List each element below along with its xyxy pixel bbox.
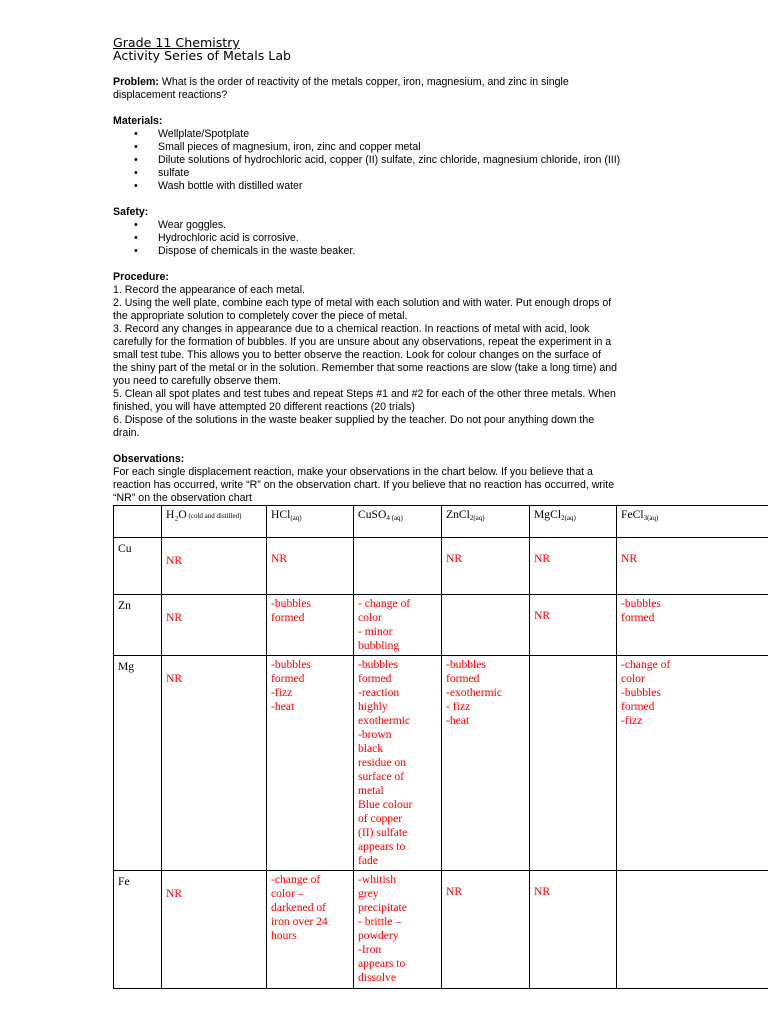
observations-line: reaction has occurred, write “R” on the observation chart. If you believe that no reaction has occurred, write — [113, 479, 615, 491]
cell-cu-cuso4 — [354, 538, 442, 595]
cell-fe-fecl3 — [617, 871, 768, 989]
cell-zn-hcl: -bubbles formed — [267, 595, 354, 656]
header-cuso4: CuSO$_{4 (aq)}$ — [354, 506, 442, 538]
cell-mg-h2o: NR — [162, 656, 267, 871]
table-header-row — [114, 506, 768, 538]
row-metal-mg: Mg — [114, 656, 162, 871]
list-item: • Small pieces of magnesium, iron, zinc and copper metal — [113, 141, 643, 154]
header-h2o: H₂O (cold and distilled) — [162, 506, 267, 538]
observations-line: “NR” on the observation chart — [113, 492, 252, 504]
procedure-line: 6. Dispose of the solutions in the waste beaker supplied by the teacher. Do not pour anything down the — [113, 414, 595, 426]
procedure-line: 1. Record the appearance of each metal. — [113, 284, 305, 296]
table-row — [114, 538, 768, 595]
procedure-line: 2. Using the well plate, combine each type of metal with each solution and with water. Put enough drops of — [113, 297, 612, 309]
cell-zn-h2o: NR — [162, 595, 267, 656]
observations-section — [113, 453, 643, 505]
problem-text: What is the order of reactivity of the metals copper, iron, magnesium, and zinc in single — [158, 76, 569, 88]
procedure-section — [113, 271, 643, 440]
procedure-line: finished, you will have attempted 20 different reactions (20 trials) — [113, 401, 415, 413]
document-subtitle: Activity Series of Metals Lab — [113, 48, 292, 63]
procedure-line: carefully for the formation of bubbles. If you are unsure about any observations, repeat the experiment in a — [113, 336, 612, 348]
list-item: • Dispose of chemicals in the waste beaker. — [113, 245, 643, 258]
procedure-line: the appropriate solution to completely cover the piece of metal. — [113, 310, 408, 322]
cell-fe-cuso4: -whitish grey precipitate - brittle – powdery -Iron appears to dissolve — [354, 871, 442, 989]
cell-fe-mgcl2: NR — [530, 871, 617, 989]
cell-cu-mgcl2: NR — [530, 538, 617, 595]
header-mgcl2: MgCl$_{2(aq)}$ — [530, 506, 617, 538]
table-row — [114, 656, 768, 871]
document-page — [113, 36, 643, 505]
cell-zn-fecl3: -bubbles formed — [617, 595, 768, 656]
problem-section — [113, 76, 643, 102]
observation-chart — [113, 505, 768, 989]
list-item: • Hydrochloric acid is corrosive. — [113, 232, 643, 245]
problem-label: Problem: — [113, 76, 159, 88]
problem-text-cont: displacement reactions? — [113, 89, 228, 101]
row-metal-fe: Fe — [114, 871, 162, 989]
procedure-line: 5. Clean all spot plates and test tubes and repeat Steps #1 and #2 for each of the other three metals. When — [113, 388, 616, 400]
table-row — [114, 595, 768, 656]
materials-label: Materials: — [113, 115, 163, 127]
procedure-label: Procedure: — [113, 271, 169, 283]
procedure-line: the shiny part of the metal or in the solution. Remember that some reactions are slow (take a long time) and — [113, 362, 618, 374]
list-item: • Wash bottle with distilled water — [113, 180, 643, 193]
row-metal-cu: Cu — [114, 538, 162, 595]
header-zncl2: ZnCl$_{2(aq)}$ — [442, 506, 530, 538]
list-item: • Dilute solutions of hydrochloric acid, copper (II) sulfate, zinc chloride, magnesium chloride, iron (III) — [113, 154, 643, 167]
cell-cu-hcl: NR — [267, 538, 354, 595]
header-hcl: HCl$_{(aq)}$ — [267, 506, 354, 538]
procedure-line: drain. — [113, 427, 140, 439]
cell-fe-hcl: -change of color – darkened of iron over 24 hours — [267, 871, 354, 989]
cell-cu-fecl3: NR — [617, 538, 768, 595]
cell-mg-zncl2: -bubbles formed -exothermic - fizz -heat — [442, 656, 530, 871]
row-metal-zn: Zn — [114, 595, 162, 656]
cell-mg-cuso4: -bubbles formed -reaction highly exothermic -brown black residue on surface of metal Blue colour of copper (II) sulfate appears to fade — [354, 656, 442, 871]
table-row — [114, 871, 768, 989]
safety-list — [113, 219, 643, 258]
observations-line: For each single displacement reaction, make your observations in the chart below. If you believe that a — [113, 466, 593, 478]
header-fecl3: FeCl$_{3(aq)}$ — [617, 506, 768, 538]
cell-mg-fecl3: -change of color -bubbles formed -fizz — [617, 656, 768, 871]
procedure-line: 3. Record any changes in appearance due to a chemical reaction. In reactions of metal with acid, look — [113, 323, 590, 335]
materials-section — [113, 115, 643, 193]
cell-cu-h2o: NR — [162, 538, 267, 595]
list-item-continuation — [113, 167, 643, 180]
safety-label: Safety: — [113, 206, 149, 218]
document-title: Grade 11 Chemistry — [113, 35, 240, 50]
cell-mg-mgcl2 — [530, 656, 617, 871]
cell-fe-zncl2: NR — [442, 871, 530, 989]
cell-cu-zncl2: NR — [442, 538, 530, 595]
procedure-line: you need to carefully observe them. — [113, 375, 281, 387]
cell-zn-zncl2 — [442, 595, 530, 656]
materials-list — [113, 128, 643, 193]
cell-zn-cuso4: - change of color - minor bubbling — [354, 595, 442, 656]
table-corner-cell — [114, 506, 162, 538]
safety-section — [113, 206, 643, 258]
list-item-cont-text: sulfate — [158, 167, 190, 179]
list-item: • Wear goggles. — [113, 219, 643, 232]
cell-mg-hcl: -bubbles formed -fizz -heat — [267, 656, 354, 871]
cell-fe-h2o: NR — [162, 871, 267, 989]
procedure-line: small test tube. This allows you to better observe the reaction. Look for colour changes on the surface of — [113, 349, 601, 361]
observations-label: Observations: — [113, 453, 185, 465]
cell-zn-mgcl2: NR — [530, 595, 617, 656]
list-item: • Wellplate/Spotplate — [113, 128, 643, 141]
